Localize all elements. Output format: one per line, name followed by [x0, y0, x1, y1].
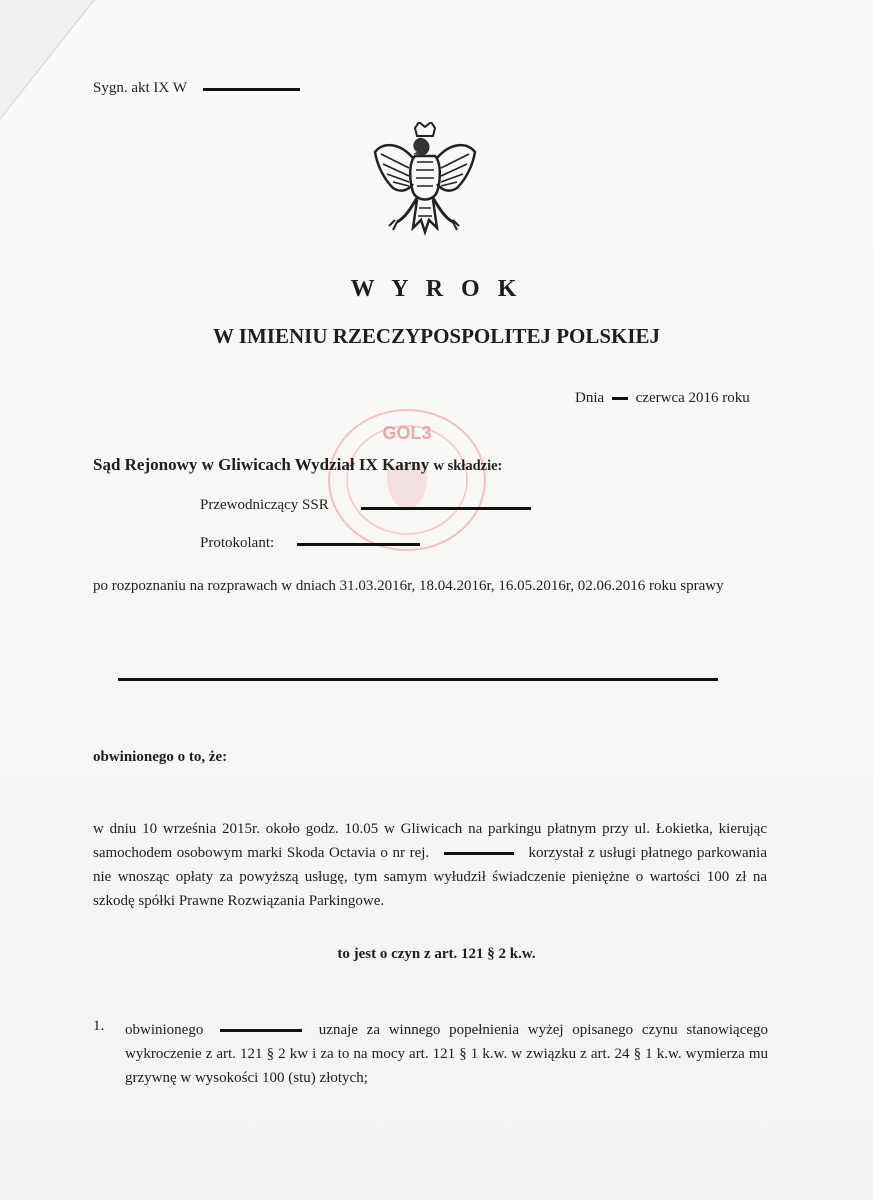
- redaction-bar: [361, 507, 531, 510]
- case-signature: [93, 80, 187, 97]
- court-stamp: [325, 405, 490, 555]
- document-date: [575, 390, 750, 407]
- court-header: [93, 455, 502, 475]
- verdict-number: 1.: [93, 1018, 105, 1034]
- presiding-judge-label: Przewodniczący SSR: [200, 497, 329, 513]
- redaction-bar: [612, 397, 628, 400]
- document-title: W Y R O K: [350, 276, 523, 302]
- registration-redaction: [444, 852, 514, 855]
- date-suffix: czerwca 2016 roku: [635, 390, 750, 406]
- case-signature-label: Sygn. akt IX W: [93, 80, 187, 96]
- clerk-label: Protokolant:: [200, 535, 275, 551]
- accused-redaction: [220, 1029, 302, 1032]
- verdict-item: [125, 1018, 768, 1090]
- court-suffix: w składzie:: [433, 458, 503, 474]
- facts-part1: w dniu 10 września 2015r. około godz. 10.05 w Gliwicach na parkingu płatnym przy ul. Łokietka, kierując samochodem osobowym marki Skoda Octavia o nr rej.: [93, 821, 767, 861]
- facts-part2: korzystał z usługi płatnego parkowania nie wnosząc opłaty za powyższą usługę, tym samym wyłudził świadczenie pieniężne o wartości 100 zł na szkodę spółki Prawne Rozwiązania Parkingowe.: [93, 845, 768, 909]
- redaction-bar: [297, 543, 420, 546]
- stamp-text: GOL3: [382, 423, 432, 443]
- hearing-paragraph: po rozpoznaniu na rozprawach w dniach 31.03.2016r, 18.04.2016r, 16.05.2016r, 02.06.2016 roku sprawy: [93, 578, 724, 594]
- date-prefix: Dnia: [575, 390, 605, 406]
- court-name: Sąd Rejonowy w Gliwicach Wydział IX Karny: [93, 455, 430, 474]
- redaction-bar: [203, 88, 300, 91]
- charge-line: to jest o czyn z art. 121 § 2 k.w.: [337, 946, 536, 962]
- verdict-part2: uznaje za winnego popełnienia wyżej opisanego czynu stanowiącego wykroczenie z art. 121 § 2 kw i za to na mocy art. 121 § 1 k.w. w związku z art. 24 § 1 k.w. wymierza mu grzywnę w wysokości 100 (stu) złotych;: [125, 1022, 769, 1086]
- accused-name-redaction: [118, 678, 718, 681]
- document-subtitle: W IMIENIU RZECZYPOSPOLITEJ POLSKIEJ: [212, 324, 661, 348]
- facts-paragraph: [93, 817, 767, 913]
- verdict-part1: obwinionego: [125, 1022, 204, 1038]
- accused-heading: obwinionego o to, że:: [93, 749, 228, 765]
- polish-eagle-emblem: [369, 122, 481, 252]
- folded-corner-highlight: [0, 0, 93, 118]
